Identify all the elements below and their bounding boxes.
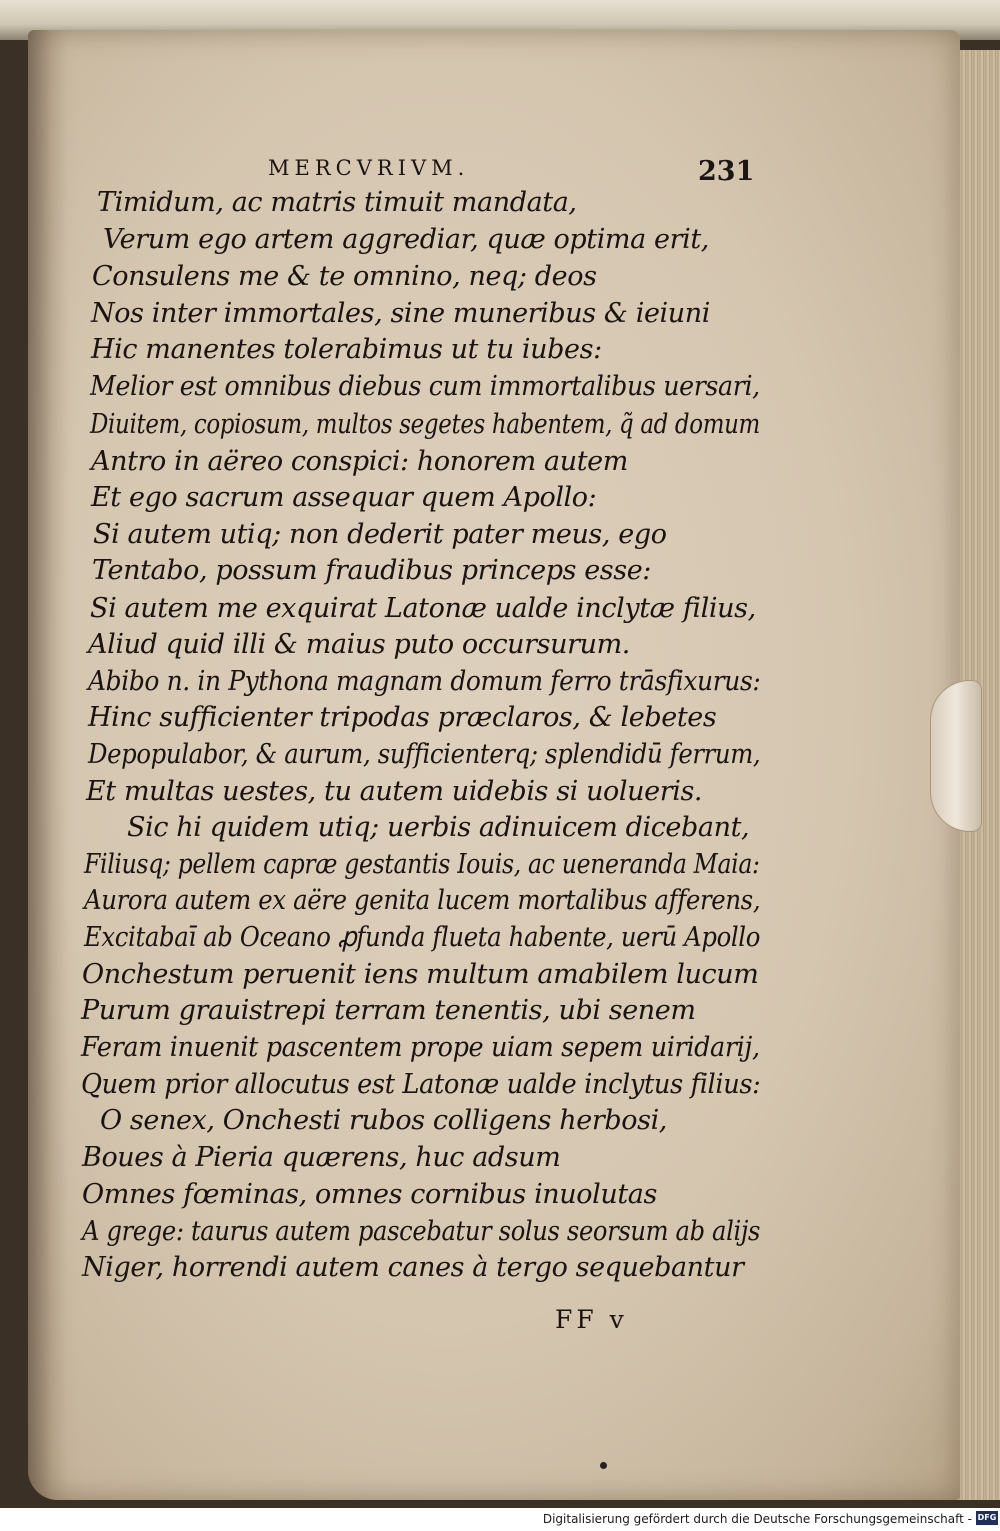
verse-line: Diuitem, copiosum, multos segetes habentem, q̃ ad domum <box>90 409 760 440</box>
running-head: MERCVRIVM. <box>268 156 470 180</box>
verse-line: Omnes fœminas, omnes cornibus inuolutas <box>82 1179 657 1210</box>
verse-line: Sic hi quidem utiq; uerbis adinuicem dicebant, <box>127 812 750 843</box>
ink-dot <box>600 1462 607 1469</box>
verse-line: Onchestum peruenit iens multum amabilem lucum <box>82 959 759 990</box>
verse-line: Melior est omnibus diebus cum immortalibus uersari, <box>90 371 760 402</box>
verse-line: Nos inter immortales, sine muneribus & ieiuni <box>91 298 710 329</box>
verse-line: Purum grauistrepi terram tenentis, ubi senem <box>81 995 696 1026</box>
verse-line: Aurora autem ex aëre genita lucem mortalibus afferens, <box>84 885 761 916</box>
verse-line: Antro in aëreo conspici: honorem autem <box>91 446 628 477</box>
footer-bar <box>0 1508 1000 1531</box>
verse-line: Si autem utiq; non dederit pater meus, ego <box>93 519 667 550</box>
verse-line: Hic manentes tolerabimus ut tu iubes: <box>91 334 602 365</box>
page-number: 231 <box>698 156 755 187</box>
verse-line: Et multas uestes, tu autem uidebis si uolueris. <box>86 776 703 807</box>
verse-line: Boues à Pieria quærens, huc adsum <box>82 1142 561 1173</box>
verse-line: Hinc sufficienter tripodas præclaros, & lebetes <box>88 702 717 733</box>
verse-line: Feram inuenit pascentem prope uiam sepem uiridarij, <box>81 1032 760 1063</box>
verse-line: Aliud quid illi & maius puto occursurum. <box>88 629 630 660</box>
verse-line: Filiusq; pellem capræ gestantis Iouis, ac ueneranda Maia: <box>84 849 760 880</box>
verse-line: Excitabaī ab Oceano ꝓfunda flueta habente, uerū Apollo <box>84 922 761 953</box>
signature-mark: FF v <box>555 1305 628 1334</box>
verse-line: Et ego sacrum assequar quem Apollo: <box>91 482 597 513</box>
footer-attribution: Digitalisierung gefördert durch die Deutsche Forschungsgemeinschaft - <box>542 1512 972 1526</box>
dfg-logo: DFG <box>976 1511 998 1525</box>
verse-line: Verum ego artem aggrediar, quæ optima erit, <box>103 224 709 255</box>
verse-line: O senex, Onchesti rubos colligens herbosi, <box>100 1105 667 1136</box>
verse-line: Abibo n. in Pythona magnam domum ferro trāsfixurus: <box>88 666 761 697</box>
verse-line: Niger, horrendi autem canes à tergo sequebantur <box>82 1252 744 1283</box>
verse-line: Tentabo, possum fraudibus princeps esse: <box>92 555 651 586</box>
verse-line: Depopulabor, & aurum, sufficienterq; splendidū ferrum, <box>88 739 761 770</box>
verse-line: Timidum, ac matris timuit mandata, <box>97 187 577 218</box>
verse-line: A grege: taurus autem pascebatur solus seorsum ab alijs <box>82 1216 761 1247</box>
verse-line: Si autem me exquirat Latonæ ualde inclytæ filius, <box>90 593 756 624</box>
verse-line: Quem prior allocutus est Latonæ ualde inclytus filius: <box>81 1069 761 1100</box>
verse-line: Consulens me & te omnino, neq; deos <box>92 261 597 292</box>
